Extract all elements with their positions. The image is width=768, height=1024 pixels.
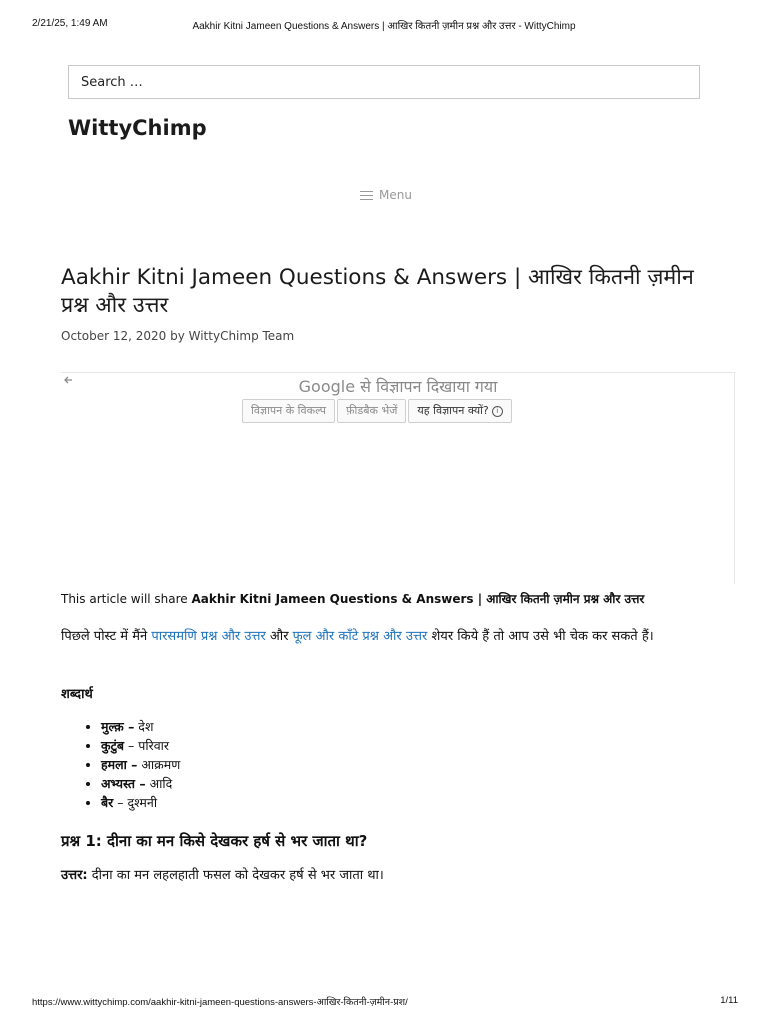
glossary-meaning: आदि: [145, 776, 173, 791]
intro-bold: Aakhir Kitni Jameen Questions & Answers | आखिर कितनी ज़मीन प्रश्न और उत्तर: [191, 592, 645, 606]
glossary-word: कुटुंब: [101, 738, 125, 753]
list-item: [101, 774, 180, 793]
why-this-ad-button[interactable]: [408, 399, 511, 423]
site-title[interactable]: WittyChimp: [68, 116, 207, 140]
glossary-meaning: – दुश्मनी: [113, 795, 158, 810]
glossary-meaning: – परिवार: [124, 738, 169, 753]
answer-1: [61, 865, 384, 883]
list-item: [101, 755, 180, 774]
prev-suffix: शेयर किये हैं तो आप उसे भी चेक कर सकते हैं।: [427, 629, 654, 644]
parasmani-link[interactable]: पारसमणि प्रश्न और उत्तर: [151, 629, 266, 644]
phool-aur-kaante-link[interactable]: फूल और काँटे प्रश्न और उत्तर: [292, 629, 428, 644]
ad-options-button[interactable]: विज्ञापन के विकल्प: [242, 399, 335, 423]
glossary-word: अभ्यस्त –: [101, 776, 146, 791]
glossary-word: मुल्क़ –: [101, 719, 135, 734]
glossary-heading: शब्दार्थ: [61, 687, 93, 702]
menu-label: Menu: [379, 188, 412, 202]
hamburger-icon: [360, 191, 373, 200]
page-number: 1/11: [720, 995, 738, 1006]
print-page-title: Aakhir Kitni Jameen Questions & Answers | आखिर कितनी ज़मीन प्रश्न और उत्तर - WittyChimp: [192, 21, 576, 32]
prev-mid: और: [265, 629, 293, 644]
info-icon: i: [492, 406, 503, 417]
print-footer: [0, 995, 768, 1009]
intro-prefix: This article will share: [61, 592, 192, 606]
answer-label: उत्तर:: [61, 868, 88, 883]
prev-prefix: पिछले पोस्ट में मैंने: [61, 629, 152, 644]
why-this-ad-label: यह विज्ञापन क्यों?: [417, 404, 489, 417]
list-item: [101, 717, 180, 736]
previous-posts-paragraph: [61, 627, 721, 646]
print-datetime: 2/21/25, 1:49 AM: [32, 18, 108, 29]
search-placeholder: Search …: [81, 75, 143, 90]
list-item: [101, 736, 180, 755]
print-header: [0, 18, 768, 32]
ad-heading: Google से विज्ञापन दिखाया गया: [298, 377, 498, 396]
post-meta: October 12, 2020 by WittyChimp Team: [61, 329, 295, 343]
ad-feedback-button[interactable]: फ़ीडबैक भेजें: [337, 399, 406, 423]
answer-text: दीना का मन लहलहाती फसल को देखकर हर्ष से भर जाता था।: [87, 868, 384, 883]
glossary-word: हमला –: [101, 757, 138, 772]
print-url: https://www.wittychimp.com/aakhir-kitni-jameen-questions-answers-आखिर-कितनी-ज़मीन-प्रश/: [32, 997, 408, 1008]
list-item: [101, 793, 180, 812]
glossary-list: [87, 717, 180, 812]
intro-text: [61, 590, 644, 607]
glossary-word: बैर: [101, 795, 114, 810]
menu-button[interactable]: [360, 187, 412, 203]
ad-buttons: [242, 399, 512, 423]
question-1-heading: प्रश्न 1: दीना का मन किसे देखकर हर्ष से भर जाता था?: [61, 832, 368, 850]
glossary-meaning: आक्रमण: [137, 757, 181, 772]
post-title: Aakhir Kitni Jameen Questions & Answers | आखिर कितनी ज़मीन प्रश्न और उत्तर: [61, 265, 694, 318]
glossary-meaning: देश: [134, 719, 154, 734]
ad-panel: [61, 372, 735, 584]
search-input[interactable]: [68, 65, 700, 99]
